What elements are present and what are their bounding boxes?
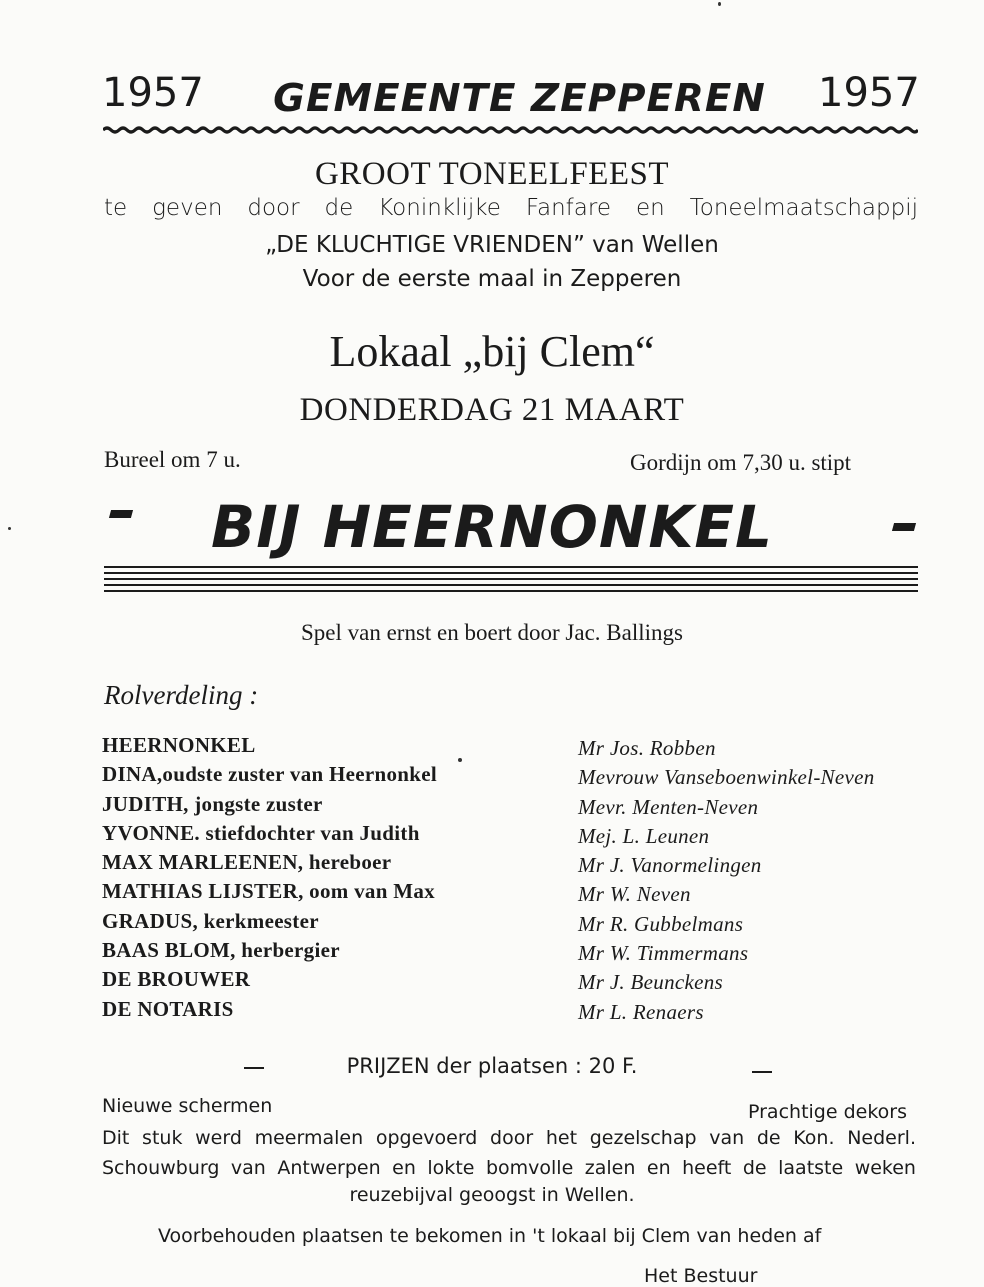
new-screens: Nieuwe schermen [102,1095,273,1117]
word: van [709,1127,745,1149]
word: opgevoerd [375,1127,478,1149]
prices: PRIJZEN der plaatsen : 20 F. [346,1054,638,1078]
cast-roles [102,731,437,1024]
event-title: GROOT TONEELFEEST [314,156,670,192]
board-signature: Het Bestuur [644,1265,758,1287]
word: het [545,1127,578,1149]
word: werd [195,1127,242,1149]
word: door [247,195,300,221]
cast-actor: Mevr. Menten-Neven [578,794,759,819]
word: meermalen [254,1127,364,1149]
cast-actor: Mr L. Renaers [578,999,704,1024]
word: Toneelmaatschappij [689,195,918,221]
play-subtitle: Spel van ernst en boert door Jac. Ballings [301,620,683,645]
wavy-divider [103,125,918,135]
cast-actors [578,734,875,1027]
word: stuk [142,1127,183,1149]
cast-role: DINA,oudste zuster van Heernonkel [102,762,438,787]
cast-role: HEERNONKEL [102,733,256,757]
word: Schouwburg [102,1157,220,1179]
word: Fanfare [525,195,611,221]
word: gezelschap [589,1127,697,1149]
title-dash-right [892,523,916,531]
word: de [324,195,354,221]
word: bomvolle [485,1157,574,1179]
word: weken [854,1157,916,1179]
word: lokte [427,1157,475,1179]
cast-actor: Mr W. Neven [578,882,691,907]
word: Antwerpen [277,1157,381,1179]
scan-speck [458,758,462,762]
cast-role: YVONNE. stiefdochter van Judith [102,820,420,845]
word: geven [152,195,223,221]
cast-role: MATHIAS LIJSTER, oom van Max [102,879,435,904]
cast-role: DE BROUWER [102,967,251,992]
word: de [742,1157,767,1179]
word: en [635,195,665,221]
description-line-2 [102,1157,916,1179]
description-line-3: reuzebijval geoogst in Wellen. [349,1184,635,1206]
cast-actor: Mr Jos. Robben [578,736,716,760]
first-time-line: Voor de eerste maal in Zepperen [302,266,682,292]
word: Dit [102,1127,130,1149]
scan-speck [718,2,721,6]
header-year-left: 1957 [102,70,204,116]
reservations: Voorbehouden plaatsen te bekomen in 't lokaal bij Clem van heden af [158,1225,822,1247]
cast-role: DE NOTARIS [102,996,234,1021]
word: de [756,1127,781,1149]
word: te [104,195,128,221]
cast-actor: Mr W. Timmermans [578,941,749,966]
cast-actor: Mr R. Gubbelmans [578,911,744,936]
word: heeft [682,1157,732,1179]
word: Koninklijke [378,195,501,221]
decors: Prachtige dekors [748,1101,907,1123]
description-line-1 [102,1127,916,1149]
word: laatste [778,1157,844,1179]
organizer-line [104,195,918,221]
cast-role: BAAS BLOM, herbergier [102,938,340,963]
word: zalen [584,1157,636,1179]
word: en [392,1157,416,1179]
cast-role: GRADUS, kerkmeester [102,908,319,933]
word: door [490,1127,534,1149]
company-line: „DE KLUCHTIGE VRIENDEN” van Wellen [265,232,719,258]
word: Kon. [793,1127,835,1149]
curtain-time: Gordijn om 7,30 u. stipt [630,450,852,475]
word: en [646,1157,671,1179]
cast-role: JUDITH, jongste zuster [102,791,323,816]
header-title: GEMEENTE ZEPPEREN [273,76,766,120]
triple-rule [104,566,918,596]
price-dash-right [752,1071,772,1073]
cast-role: MAX MARLEENEN, hereboer [102,850,392,875]
cast-actor: Mej. L. Leunen [578,823,710,848]
word: van [230,1157,266,1179]
venue: Lokaal „bij Clem“ [329,327,655,376]
word: Nederl. [847,1127,916,1149]
header-year-right: 1957 [818,70,920,116]
scan-speck [8,527,11,530]
event-date: DONDERDAG 21 MAART [299,392,685,428]
office-time: Bureel om 7 u. [104,447,241,472]
cast-actor: Mr J. Vanormelingen [578,853,762,878]
cast-actor: Mr J. Beunckens [578,970,724,995]
play-title: BIJ HEERNONKEL [211,493,773,561]
cast-actor: Mevrouw Vanseboenwinkel-Neven [578,765,875,790]
cast-heading: Rolverdeling : [104,680,259,710]
